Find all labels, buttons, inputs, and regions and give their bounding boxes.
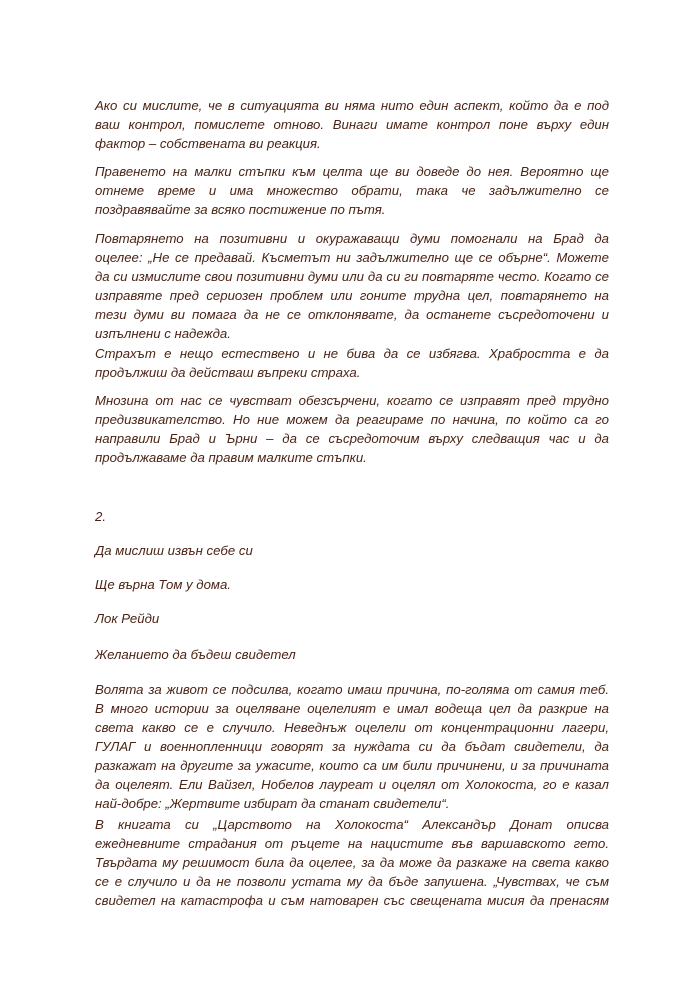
text-line: ГУЛАГ и военнопленници говорят за нуждата си да бъдат свидетели, да bbox=[95, 739, 609, 754]
text-line: се е случило и да не позволи устата му да бъде запушена. „Чувствах, че съм bbox=[95, 874, 609, 889]
paragraph bbox=[95, 344, 609, 382]
subsection-title: Желанието да бъдеш свидетел bbox=[95, 647, 296, 662]
section-title: Да мислиш извън себе си bbox=[95, 543, 253, 558]
text-line: направили Брад и Ърни – да се съсредоточим върху следващия час и да bbox=[95, 431, 609, 446]
paragraph bbox=[95, 680, 609, 813]
text-line: Повтарянето на позитивни и окуражаващи думи помогнали на Брад да bbox=[95, 231, 609, 246]
text-line: отнеме време и има множество обрати, така че задължително се bbox=[95, 183, 609, 198]
paragraph bbox=[95, 815, 609, 910]
text-line: продължаваме да правим малките стъпки. bbox=[95, 450, 367, 465]
text-line: най-добре: „Жертвите избират да станат свидетели“. bbox=[95, 796, 450, 811]
text-line: В много истории за оцеляване оцелелият е имал водеща цел да разкрие на bbox=[95, 701, 609, 716]
paragraph bbox=[95, 96, 609, 153]
text-line: поздравявайте за всяко постижение по пътя. bbox=[95, 202, 386, 217]
text-line: разкажат на другите за ужасите, които са им били причинени, и за причината bbox=[95, 758, 609, 773]
text-line: Страхът е нещо естествено и не бива да се избягва. Храбростта е да bbox=[95, 346, 609, 361]
paragraph bbox=[95, 391, 609, 467]
text-line: ваш контрол, помислете отново. Винаги имате контрол поне върху един bbox=[95, 117, 609, 132]
text-line: света какво се е случило. Неведнъж оцелели от концентрационни лагери, bbox=[95, 720, 609, 735]
quote: Ще върна Том у дома. bbox=[95, 577, 231, 592]
text-line: Мнозина от нас се чувстват обезсърчени, когато се изправят пред трудно bbox=[95, 393, 609, 408]
paragraph bbox=[95, 229, 609, 343]
text-line: тези думи ви помага да не се отклонявате, да останете съсредоточени и bbox=[95, 307, 609, 322]
text-line: продължиш да действаш въпреки страха. bbox=[95, 365, 361, 380]
text-line: да си измислите свои позитивни думи или да си ги повтаряте често. Когато се bbox=[95, 269, 609, 284]
text-line: да оцелеят. Ели Вайзел, Нобелов лауреат и оцелял от Холокоста, го е казал bbox=[95, 777, 609, 792]
quote-author: Лок Рейди bbox=[95, 611, 160, 626]
paragraph bbox=[95, 162, 609, 219]
section-number: 2. bbox=[95, 509, 106, 524]
text-line: фактор – собствената ви реакция. bbox=[95, 136, 321, 151]
text-line: оцелее: „Не се предавай. Късметът ни задължително ще се обърне“. Можете bbox=[95, 250, 609, 265]
text-line: изправяте пред сериозен проблем или гоните трудна цел, повтарянето на bbox=[95, 288, 609, 303]
text-line: В книгата си „Царството на Холокоста“ Александър Донат описва bbox=[95, 817, 609, 832]
text-line: Ако си мислите, че в ситуацията ви няма нито един аспект, който да е под bbox=[95, 98, 609, 113]
text-line: предизвикателство. Но ние можем да реагираме по начина, по който са го bbox=[95, 412, 609, 427]
text-line: Волята за живот се подсилва, когато имаш причина, по-голяма от самия теб. bbox=[95, 682, 609, 697]
text-line: изпълнени с надежда. bbox=[95, 326, 231, 341]
text-line: Правенето на малки стъпки към целта ще ви доведе до нея. Вероятно ще bbox=[95, 164, 609, 179]
text-line: ежедневните страдания от ръцете на нацистите във варшавското гето. bbox=[95, 836, 609, 851]
text-line: Твърдата му решимост била да оцелее, за да може да разкаже на света какво bbox=[95, 855, 609, 870]
text-line: свидетел на катастрофа и съм натоварен със свещената мисия да пренасям bbox=[95, 893, 609, 908]
